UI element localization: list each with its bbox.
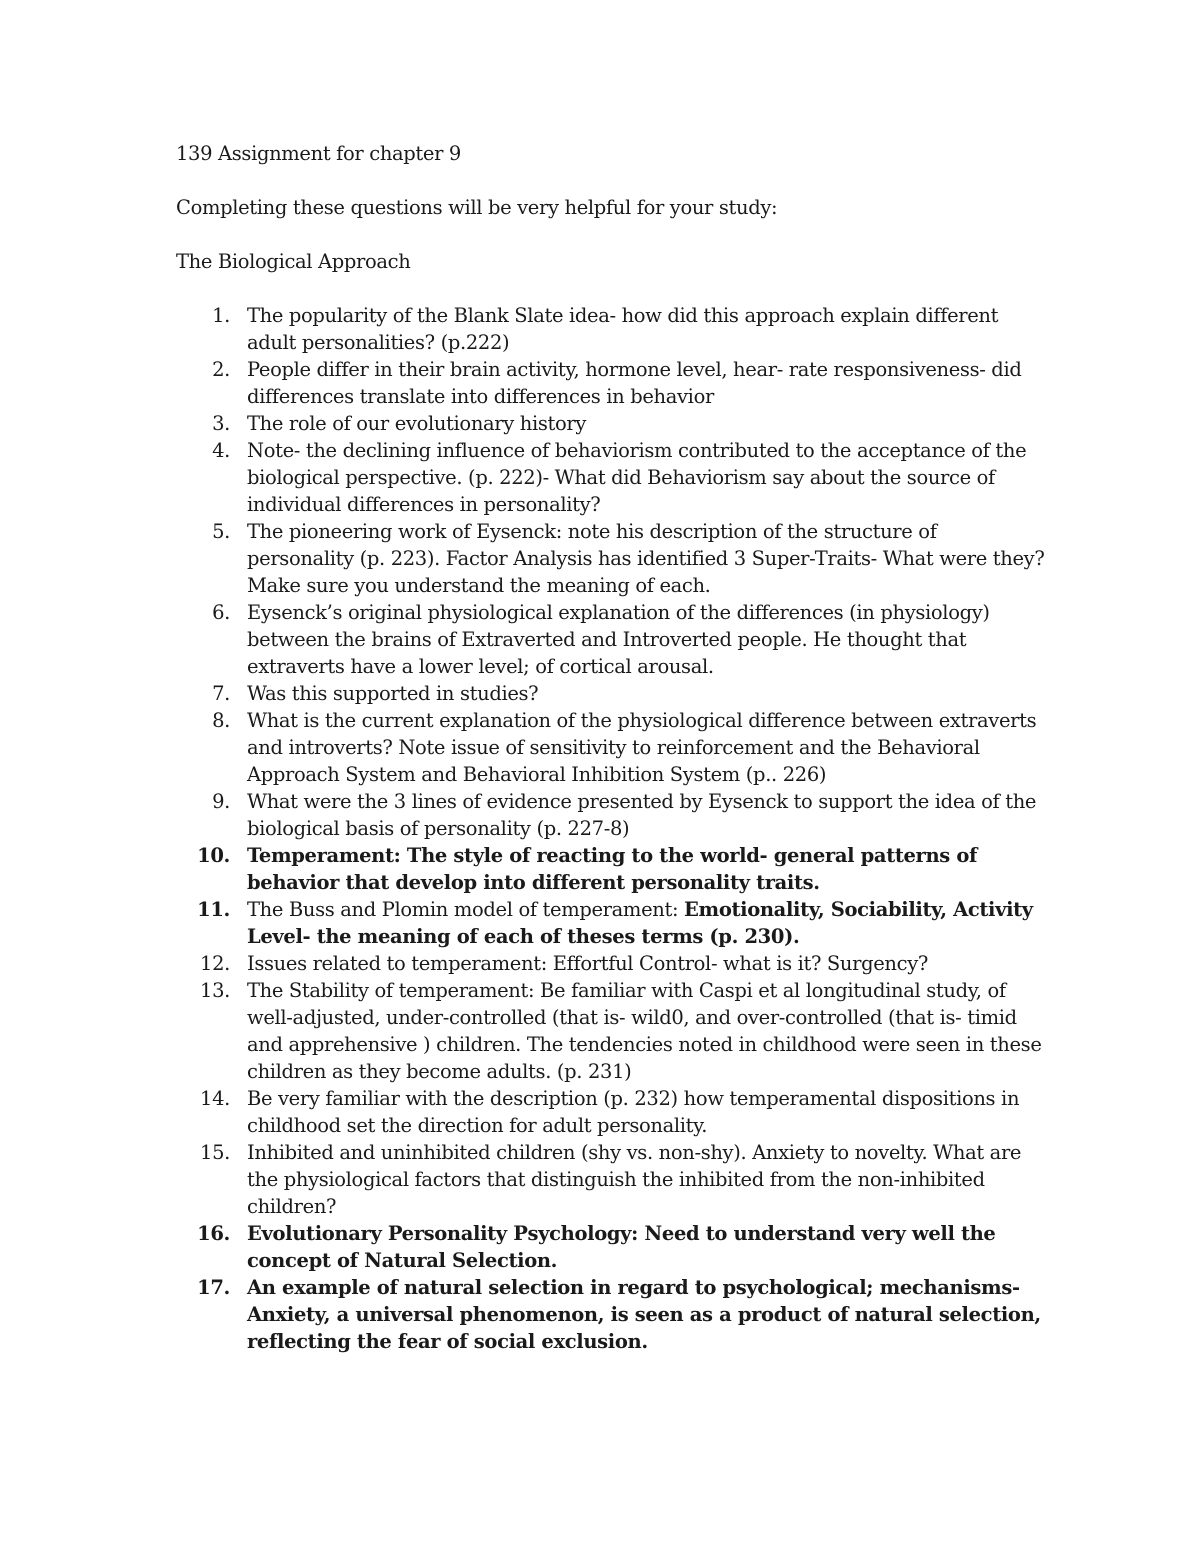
document-page — [176, 140, 1046, 1355]
question-text: Note- the declining influence of behaviorism contributed to the acceptance of the biological perspective. (p. 222)- What did Behaviorism say about the source of individual differences in personality? — [247, 439, 1027, 516]
question-item — [176, 896, 1046, 950]
question-text: The Buss and Plomin model of temperament: — [247, 898, 685, 921]
question-item — [176, 842, 1046, 896]
question-item — [176, 788, 1046, 842]
question-text: What is the current explanation of the physiological difference between extraverts and introverts? Note issue of sensitivity to reinforcement and the Behavioral Approach System and Behavioral Inhibition System (p.. 226) — [247, 709, 1037, 786]
question-number: 7. — [212, 682, 230, 705]
question-item — [176, 356, 1046, 410]
question-text: Eysenck’s original physiological explanation of the differences (in physiology) between the brains of Extraverted and Introverted people. He thought that extraverts have a lower level; of cortical arousal. — [247, 601, 990, 678]
question-number: 4. — [212, 439, 230, 462]
question-item — [176, 1085, 1046, 1139]
question-number: 8. — [212, 709, 230, 732]
question-number: 5. — [212, 520, 230, 543]
question-number: 16. — [197, 1222, 230, 1245]
question-number: 12. — [200, 952, 230, 975]
question-number: 14. — [200, 1087, 230, 1110]
question-item — [176, 599, 1046, 680]
question-item — [176, 1220, 1046, 1274]
question-item — [176, 977, 1046, 1085]
question-item — [176, 680, 1046, 707]
question-number: 1. — [212, 304, 230, 327]
question-item — [176, 518, 1046, 599]
question-number: 11. — [197, 898, 230, 921]
question-list — [176, 302, 1046, 1355]
question-number: 17. — [197, 1276, 230, 1299]
question-item — [176, 1139, 1046, 1220]
question-text: People differ in their brain activity, hormone level, hear- rate responsiveness- did differences translate into differences in behavior — [247, 358, 1022, 408]
question-text: Emotionality, Sociability, Activity Level- the meaning of each of theses terms (p. 230). — [247, 898, 1033, 948]
question-text: Temperament: The style of reacting to the world- general patterns of behavior that develop into different personality traits. — [247, 844, 978, 894]
question-item — [176, 302, 1046, 356]
question-text: The popularity of the Blank Slate idea- how did this approach explain different adult personalities? (p.222) — [247, 304, 999, 354]
question-text: The role of our evolutionary history — [247, 412, 587, 435]
document-title: 139 Assignment for chapter 9 — [176, 142, 461, 165]
question-item — [176, 1274, 1046, 1355]
intro-text: Completing these questions will be very helpful for your study: — [176, 196, 778, 219]
question-number: 15. — [200, 1141, 230, 1164]
question-text: Issues related to temperament: Effortful Control- what is it? Surgency? — [247, 952, 928, 975]
question-item — [176, 410, 1046, 437]
question-text: Evolutionary Personality Psychology: Need to understand very well the concept of Natural Selection. — [247, 1222, 996, 1272]
question-number: 9. — [212, 790, 230, 813]
question-text: Inhibited and uninhibited children (shy vs. non-shy). Anxiety to novelty. What are the physiological factors that distinguish the inhibited from the non-inhibited children? — [247, 1141, 1022, 1218]
question-item — [176, 437, 1046, 518]
question-text: Was this supported in studies? — [247, 682, 539, 705]
question-number: 10. — [197, 844, 230, 867]
question-number: 13. — [200, 979, 230, 1002]
question-item — [176, 950, 1046, 977]
question-text: What were the 3 lines of evidence presented by Eysenck to support the idea of the biological basis of personality (p. 227-8) — [247, 790, 1037, 840]
question-text: The pioneering work of Eysenck: note his description of the structure of personality (p. 223). Factor Analysis has identified 3 Super-Traits- What were they? Make sure you understand the meaning of each. — [247, 520, 1045, 597]
question-item — [176, 707, 1046, 788]
question-number: 3. — [212, 412, 230, 435]
question-text: Be very familiar with the description (p. 232) how temperamental dispositions in childhood set the direction for adult personality. — [247, 1087, 1020, 1137]
question-text: An example of natural selection in regard to psychological; mechanisms- Anxiety, a universal phenomenon, is seen as a product of natural selection, reflecting the fear of social exclusion. — [247, 1276, 1041, 1353]
question-number: 2. — [212, 358, 230, 381]
section-heading: The Biological Approach — [176, 250, 411, 273]
question-text: The Stability of temperament: Be familiar with Caspi et al longitudinal study, of well-adjusted, under-controlled (that is- wild0, and over-controlled (that is- timid and apprehensive ) children. The tendencies noted in childhood were seen in these children as they become adults. (p. 231) — [247, 979, 1042, 1083]
question-number: 6. — [212, 601, 230, 624]
